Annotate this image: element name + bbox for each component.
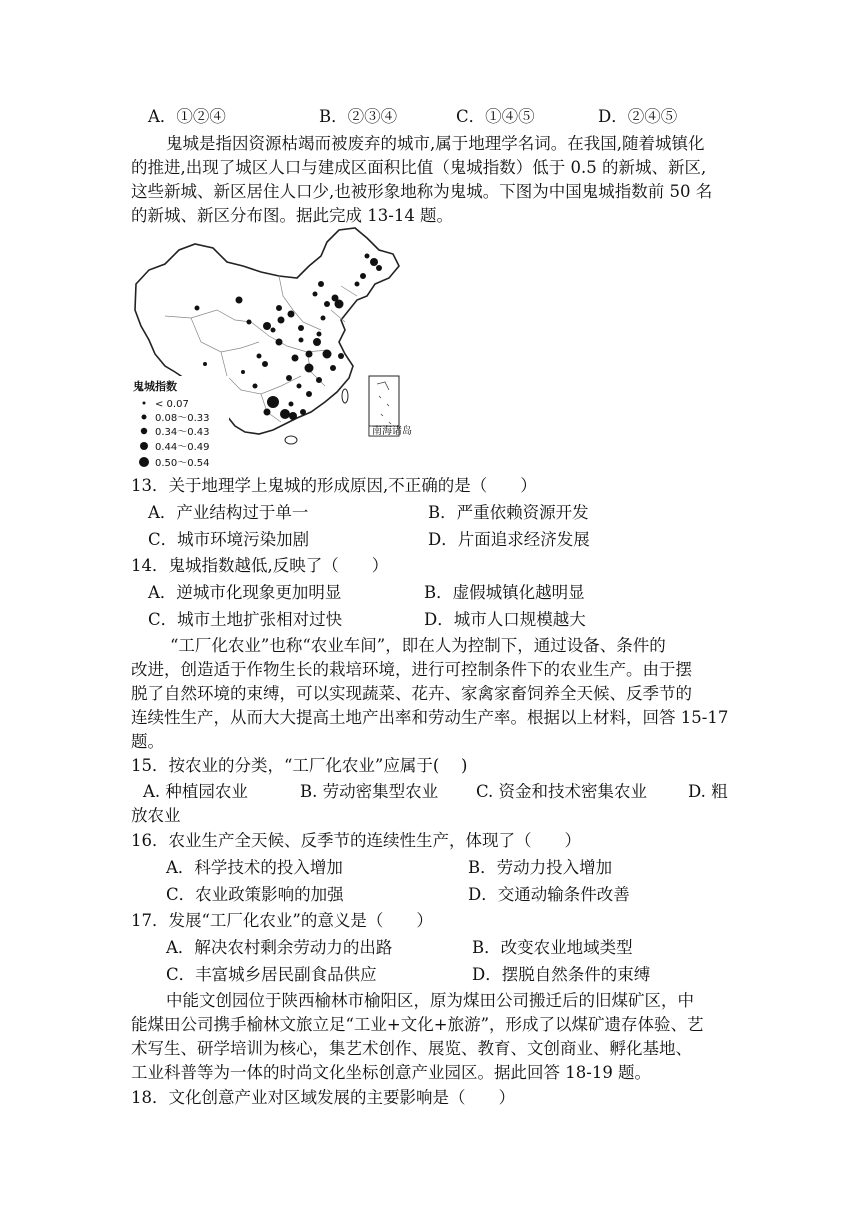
ghost-city-map	[131, 226, 412, 470]
factory-passage-line: “工厂化农业”也称“农业车间”，即在人为控制下，通过设备、条件的	[170, 636, 666, 655]
q13-option-c: C．城市环境污染加剧	[148, 530, 310, 549]
q12-option-b: B．②③④	[319, 107, 398, 126]
q16-option-d: D．交通动输条件改善	[468, 885, 630, 904]
ghost-passage-line: 的推进,出现了城区人口与建成区面积比值（鬼城指数）低于 0.5 的新城、新区,	[131, 158, 707, 177]
legend-item: 0.34～0.43	[155, 427, 210, 438]
q13-stem: 13．关于地理学上鬼城的形成原因,不正确的是（ ）	[131, 476, 537, 495]
q14-option-d: D．城市人口规模越大	[424, 610, 586, 629]
zhongneng-passage-line: 能煤田公司携手榆林文旅立足“工业+文化+旅游”，形成了以煤矿遗存体验、艺	[131, 1015, 704, 1034]
legend-item: 0.08～0.33	[155, 413, 210, 424]
q16-option-a: A．科学技术的投入增加	[166, 858, 343, 877]
q14-option-a: A．逆城市化现象更加明显	[148, 583, 342, 602]
legend-title: 鬼城指数	[133, 380, 177, 393]
q12-option-a: A．①②④	[148, 107, 226, 126]
q14-option-c: C．城市土地扩张相对过快	[148, 610, 343, 629]
q17-option-d: D．摆脱自然条件的束缚	[472, 965, 651, 984]
q16-option-b: B．劳动力投入增加	[468, 858, 613, 877]
q13-option-b: B．严重依赖资源开发	[428, 503, 589, 522]
q17-stem: 17．发展“工厂化农业”的意义是（ ）	[131, 911, 433, 930]
q15-stem: 15．按农业的分类，“工厂化农业”应属于( )	[131, 756, 468, 775]
factory-passage-line: 连续性生产，从而大大提高土地产出率和劳动生产率。根据以上材料，回答 15-17	[131, 708, 729, 727]
legend-item: 0.44～0.49	[155, 442, 210, 453]
q12-option-c: C．①④⑤	[456, 107, 535, 126]
q16-stem: 16．农业生产全天候、反季节的连续性生产，体现了（ ）	[131, 831, 581, 850]
q14-option-b: B．虚假城镇化越明显	[424, 583, 585, 602]
factory-passage-line: 脱了自然环境的束缚，可以实现蔬菜、花卉、家禽家畜饲养全天候、反季节的	[131, 684, 692, 703]
q16-option-c: C．农业政策影响的加强	[166, 885, 344, 904]
q13-option-a: A．产业结构过于单一	[148, 503, 309, 522]
q15-option-d-continued: 放农业	[131, 806, 181, 825]
q18-stem: 18．文化创意产业对区域发展的主要影响是（ ）	[131, 1088, 515, 1107]
q15-option-a: A. 种植园农业	[143, 782, 248, 801]
q17-option-a: A．解决农村剩余劳动力的出路	[166, 938, 393, 957]
ghost-passage-line: 鬼城是指因资源枯竭而被废弃的城市,属于地理学名词。在我国,随着城镇化	[166, 134, 705, 153]
q17-option-c: C．丰富城乡居民副食品供应	[166, 965, 377, 984]
q15-option-c: C. 资金和技术密集农业	[476, 782, 648, 801]
q15-option-d: D. 粗	[688, 782, 728, 801]
factory-passage-line: 题。	[131, 732, 164, 751]
q17-option-b: B．改变农业地域类型	[472, 938, 633, 957]
china-map-svg	[131, 226, 412, 470]
zhongneng-passage-line: 中能文创园位于陕西榆林市榆阳区，原为煤田公司搬迁后的旧煤矿区，中	[166, 991, 694, 1010]
ghost-passage-line: 这些新城、新区居住人口少,也被形象地称为鬼城。下图为中国鬼城指数前 50 名	[131, 182, 713, 201]
factory-passage-line: 改进，创造适于作物生长的栽培环境，进行可控制条件下的农业生产。由于摆	[131, 660, 692, 679]
q15-option-b: B. 劳动密集型农业	[300, 782, 439, 801]
legend-item: 0.50～0.54	[155, 458, 210, 469]
zhongneng-passage-line: 术写生、研学培训为核心，集艺术创作、展览、教育、文创商业、孵化基地、	[131, 1039, 692, 1058]
ghost-passage-line: 的新城、新区分布图。据此完成 13-14 题。	[131, 206, 454, 225]
legend-item: < 0.07	[155, 399, 189, 410]
q14-stem: 14．鬼城指数越低,反映了（ ）	[131, 556, 389, 575]
q13-option-d: D．片面追求经济发展	[428, 530, 590, 549]
inset-label: 南海诸岛	[372, 426, 412, 437]
q12-option-d: D．②④⑤	[598, 107, 678, 126]
zhongneng-passage-line: 工业科普等为一体的时尚文化坐标创意产业园区。据此回答 18-19 题。	[131, 1063, 652, 1082]
